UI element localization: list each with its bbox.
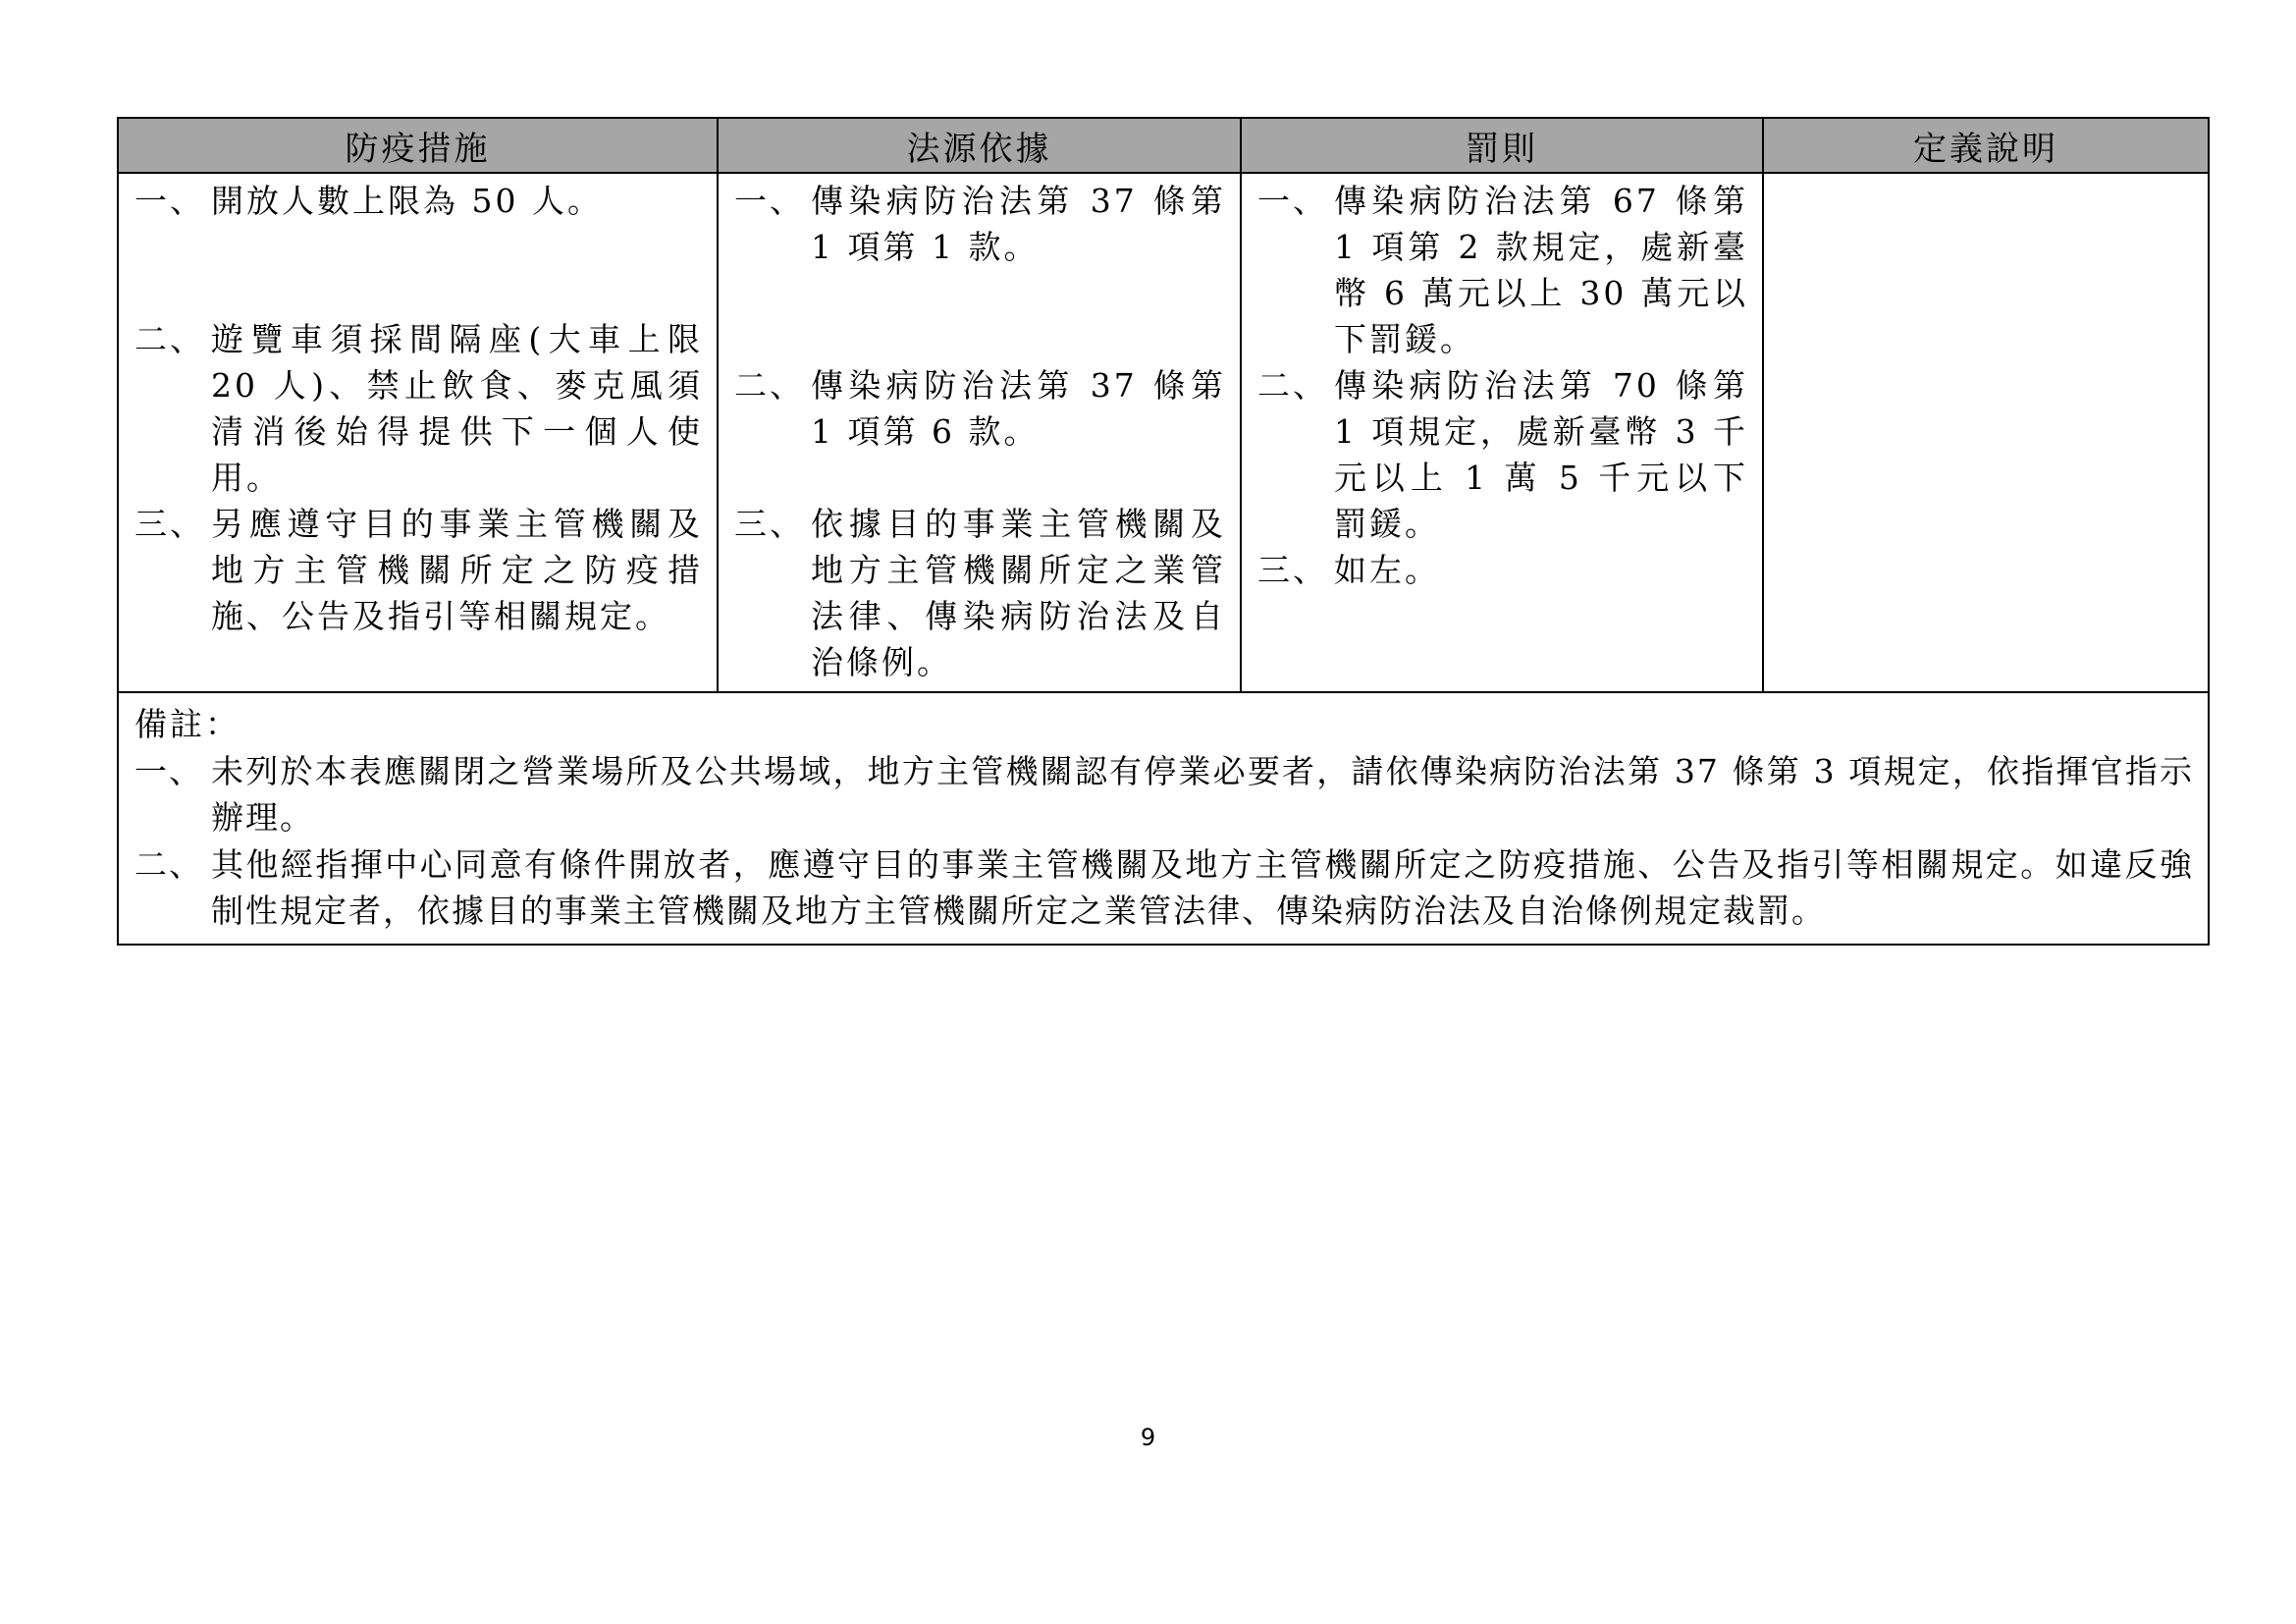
- item-text: 開放人數上限為 50 人。: [211, 182, 603, 220]
- penalty-item-1: [1257, 178, 1748, 362]
- header-definitions: 定義說明: [1763, 118, 2209, 173]
- measure-item-2: [134, 316, 703, 501]
- notes-cell: [118, 692, 2209, 945]
- item-number: 三、: [734, 505, 805, 543]
- item-number: 一、: [134, 182, 205, 220]
- page-number: 9: [1140, 1424, 1156, 1451]
- header-penalties: 罰則: [1241, 118, 1763, 173]
- header-legal-basis: 法源依據: [718, 118, 1241, 173]
- notes-row: [118, 692, 2209, 945]
- item-number: 一、: [734, 182, 805, 220]
- note-text: 未列於本表應關閉之營業場所及公共場域，地方主管機關認有停業必要者，請依傳染病防治法第 37 條第 3 項規定，依指揮官指示辦理。: [211, 752, 2194, 837]
- legal-basis-cell: [718, 173, 1241, 692]
- item-number: 二、: [734, 366, 805, 405]
- item-text: 傳染病防治法第 37 條第 1 項第 6 款。: [811, 366, 1226, 451]
- item-number: 三、: [1257, 551, 1328, 589]
- note-number: 一、: [134, 752, 203, 790]
- penalties-cell: [1241, 173, 1763, 692]
- note-item-1: [134, 748, 2194, 840]
- item-text: 遊覽車須採間隔座(大車上限 20 人)、禁止飲食、麥克風須清消後始得提供下一個人使用。: [211, 320, 703, 497]
- note-text: 其他經指揮中心同意有條件開放者，應遵守目的事業主管機關及地方主管機關所定之防疫措施、公告及指引等相關規定。如違反強制性規定者，依據目的事業主管機關及地方主管機關所定之業管法律、傳染病防治法及自治條例規定裁罰。: [211, 845, 2194, 930]
- item-text: 如左。: [1334, 551, 1440, 589]
- item-number: 二、: [1257, 366, 1328, 405]
- legal-basis-item-3: [734, 501, 1226, 685]
- content-row: [118, 173, 2209, 692]
- measures-cell: [118, 173, 718, 692]
- regulation-table: [117, 117, 2210, 946]
- legal-basis-item-1: [734, 178, 1226, 270]
- item-text: 另應遵守目的事業主管機關及地方主管機關所定之防疫措施、公告及指引等相關規定。: [211, 505, 703, 635]
- item-text: 傳染病防治法第 37 條第 1 項第 1 款。: [811, 182, 1226, 266]
- item-text: 依據目的事業主管機關及地方主管機關所定之業管法律、傳染病防治法及自治條例。: [811, 505, 1226, 681]
- item-number: 三、: [134, 505, 205, 543]
- item-number: 二、: [134, 320, 205, 358]
- penalty-item-2: [1257, 362, 1748, 547]
- header-row: [118, 118, 2209, 173]
- header-measures: 防疫措施: [118, 118, 718, 173]
- penalty-item-3: [1257, 547, 1748, 593]
- note-number: 二、: [134, 845, 203, 884]
- note-item-2: [134, 841, 2194, 934]
- measure-item-1: [134, 178, 703, 224]
- item-text: 傳染病防治法第 67 條第 1 項第 2 款規定，處新臺幣 6 萬元以上 30 萬元以下罰鍰。: [1334, 182, 1748, 358]
- notes-title: 備註：: [134, 705, 240, 743]
- legal-basis-item-2: [734, 362, 1226, 455]
- item-number: 一、: [1257, 182, 1328, 220]
- definitions-cell: [1763, 173, 2209, 692]
- measure-item-3: [134, 501, 703, 639]
- item-text: 傳染病防治法第 70 條第 1 項規定，處新臺幣 3 千元以上 1 萬 5 千元以下罰鍰。: [1334, 366, 1748, 543]
